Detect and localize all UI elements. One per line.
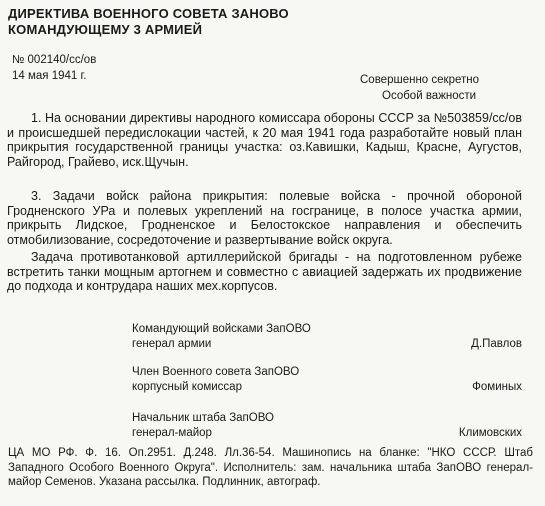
paragraph-3: Задача противотанковой артиллерийской бригады - на подготовленном рубеже встретить танки мощным артогнем и совместно с авиацией задержать их продвижение до подхода и контрудара наших мех.корпусов. <box>7 250 522 293</box>
classification-line-1: Совершенно секретно <box>360 74 479 86</box>
signature-role: Начальник штаба ЗапОВО <box>132 412 274 424</box>
classification-stamp <box>360 72 510 104</box>
paragraph-1: 1. На основании директивы народного комиссара обороны СССР за №503859/сс/ов и происшедшей передислокации частей, к 20 мая 1941 года разработайте новый план прикрытия государственной границы участка: оз.Кавишки, Кадыш, Красне, Аугустов, Райгород, Грайево, иск.Щучын. <box>7 111 522 169</box>
document-date: 14 мая 1941 г. <box>12 70 87 82</box>
title-line-1: ДИРЕКТИВА ВОЕННОГО СОВЕТА ЗАНОВО <box>8 6 289 21</box>
signature-chief-of-staff <box>132 411 522 441</box>
document-reference <box>12 52 96 84</box>
classification-line-2: Особой важности <box>382 90 477 102</box>
signature-role: Командующий войсками ЗапОВО <box>132 323 311 335</box>
signature-rank: генерал армии <box>132 338 212 350</box>
document-number: № 002140/сс/ов <box>12 54 97 66</box>
paragraph-2: 3. Задачи войск района прикрытия: полевые войска - прочной обороной Гродненского УРа и полевых укреплений на госгранице, в полосе участка армии, прикрыть Лидское, Гродненское и Белостокское направления и обеспечить отмобилизование, сосредоточение и развертывание войск округа. <box>7 189 522 247</box>
signature-name: Фоминых <box>472 381 522 393</box>
signature-commander <box>132 322 522 352</box>
signature-rank: генерал-майор <box>132 427 212 439</box>
signature-name: Климовских <box>458 427 522 439</box>
archive-footnote: ЦА МО РФ. Ф. 16. Оп.2951. Д.248. Лл.36-54. Машинопись на бланке: "НКО СССР. Штаб Западного Особого Военного Округа". Исполнитель: зам. начальника штаба ЗапОВО генерал-майор Семенов. Указана рассылка. Подлинник, автограф. <box>8 447 533 488</box>
signature-council-member <box>132 365 522 395</box>
signature-rank: корпусный комиссар <box>132 381 242 393</box>
document-title <box>8 6 338 38</box>
signature-role: Член Военного совета ЗапОВО <box>132 366 300 378</box>
title-line-2: КОМАНДУЮЩЕМУ 3 АРМИЕЙ <box>8 22 203 37</box>
signature-name: Д.Павлов <box>471 338 522 350</box>
